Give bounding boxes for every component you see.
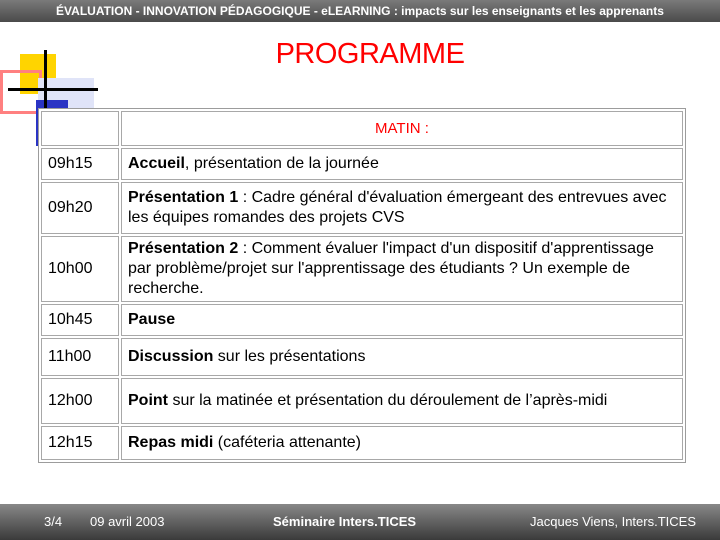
section-label: MATIN : xyxy=(121,111,683,146)
table-row xyxy=(41,236,683,302)
page-number: 3/4 xyxy=(44,514,63,529)
footer-author: Jacques Viens, Inters.TICES xyxy=(530,514,696,529)
row-text: : Cadre général d'évaluation émergeant des entrevues avec les équipes romandes des projets CVS xyxy=(128,189,667,226)
row-time: 10h00 xyxy=(41,236,119,302)
row-bold-label: Discussion xyxy=(128,348,214,365)
row-description xyxy=(121,338,683,376)
row-description xyxy=(121,304,683,336)
row-description xyxy=(121,426,683,460)
table-header-row xyxy=(41,111,683,146)
programme-table xyxy=(38,108,686,463)
row-description xyxy=(121,378,683,424)
table-row xyxy=(41,426,683,460)
slide-header: ÉVALUATION - INNOVATION PÉDAGOGIQUE - eLEARNING : impacts sur les enseignants et les apprenants xyxy=(0,0,720,22)
table-row xyxy=(41,148,683,180)
table-header-empty-cell xyxy=(41,111,119,146)
row-time: 12h15 xyxy=(41,426,119,460)
row-text: : Comment évaluer l'impact d'un dispositif d'apprentissage par problème/projet sur l'apprentissage des étudiants ? Un exemple de recherche. xyxy=(128,240,654,297)
row-bold-label: Point xyxy=(128,392,168,409)
table-row xyxy=(41,338,683,376)
row-bold-label: Pause xyxy=(128,311,176,328)
page-title: PROGRAMME xyxy=(275,38,465,70)
row-description xyxy=(121,236,683,302)
row-bold-label: Accueil xyxy=(128,155,185,172)
row-time: 11h00 xyxy=(41,338,119,376)
row-bold-label: Repas midi xyxy=(128,434,214,451)
row-bold-label: Présentation 2 xyxy=(128,240,239,257)
slide-footer xyxy=(0,504,720,540)
footer-date: 09 avril 2003 xyxy=(90,514,165,529)
table-row xyxy=(41,182,683,234)
row-text: sur la matinée et présentation du déroulement de l’après-midi xyxy=(168,392,608,409)
table-row xyxy=(41,304,683,336)
row-text: , présentation de la journée xyxy=(184,155,379,172)
row-description xyxy=(121,182,683,234)
row-description xyxy=(121,148,683,180)
footer-event: Séminaire Inters.TICES xyxy=(273,514,417,529)
row-time: 09h15 xyxy=(41,148,119,180)
row-time: 12h00 xyxy=(41,378,119,424)
row-text: (caféteria attenante) xyxy=(213,434,361,451)
table-row xyxy=(41,378,683,424)
row-time: 10h45 xyxy=(41,304,119,336)
row-time: 09h20 xyxy=(41,182,119,234)
row-text: sur les présentations xyxy=(213,348,366,365)
row-bold-label: Présentation 1 xyxy=(128,189,239,206)
